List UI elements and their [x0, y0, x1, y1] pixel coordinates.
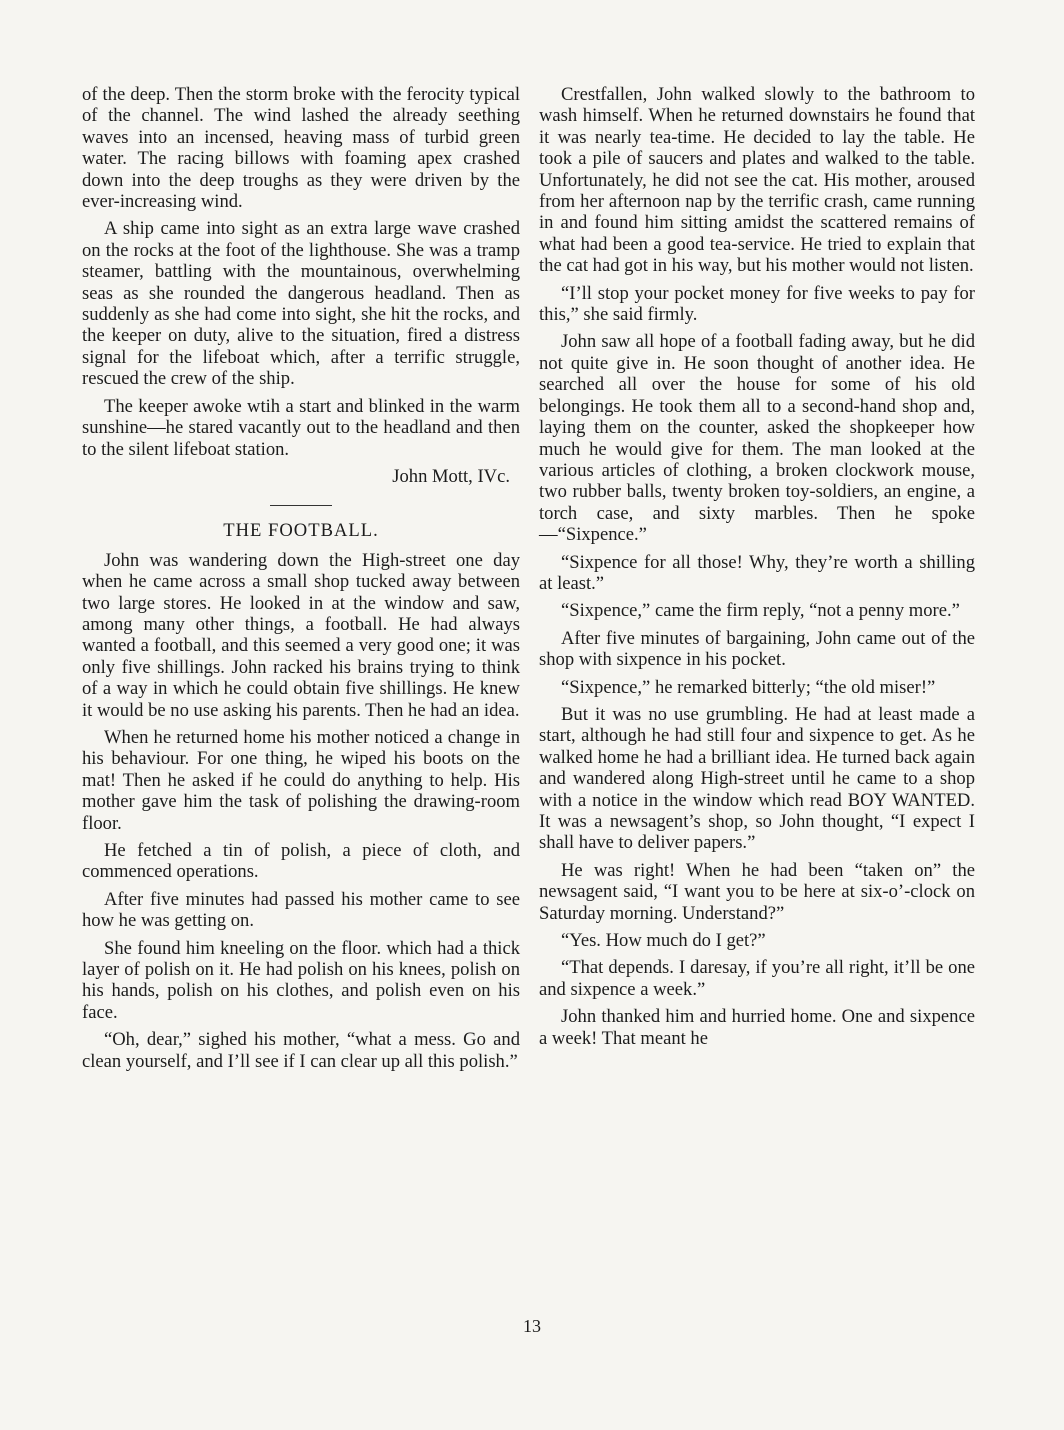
paragraph: After five minutes had passed his mother came to see how he was getting on. — [82, 888, 520, 932]
paragraph: A ship came into sight as an extra large wave crashed on the rocks at the foot of the lighthouse. She was a tramp steamer, battling with the mountainous, overwhelming seas as she rounded the dangerous headland. Then as suddenly as she had come into sight, she hit the rocks, and the keeper on duty, alive to the situation, fired a distress signal for the lifeboat which, after a terrific struggle, rescued the crew of the ship. — [82, 218, 520, 390]
paragraph: Crestfallen, John walked slowly to the bathroom to wash himself. When he returned downstairs he found that it was nearly tea-time. He decided to lay the table. He took a pile of saucers and plates and walked to the table. Unfortunately, he did not see the cat. His mother, aroused from her afternoon nap by the terrific crash, came running in and found him sitting amidst the scattered remains of what had been a good tea-service. He tried to explain that the cat had got in his way, but his mother would not listen. — [539, 84, 975, 277]
paragraph: She found him kneeling on the floor. which had a thick layer of polish on it. He had polish on his knees, polish on his hands, polish on his clothes, and polish even on his face. — [82, 937, 520, 1023]
paragraph: “Sixpence,” came the firm reply, “not a penny more.” — [561, 600, 960, 622]
paragraph: “Sixpence,” he remarked bitterly; “the old miser!” — [561, 676, 936, 698]
paragraph: “That depends. I daresay, if you’re all right, it’ll be one and sixpence a week.” — [539, 957, 975, 1000]
paragraph: John was wandering down the High-street one day when he came across a small shop tucked away between two large stores. He looked in at the window and saw, among many other things, a football. He had always wanted a football, and this seemed a very good one; it was only five shillings. John racked his brains trying to think of a way in which he could obtain five shillings. He knew it would be no use asking his parents. Then he had an idea. — [82, 549, 520, 721]
paragraph: When he returned home his mother noticed a change in his behaviour. For one thing, he wiped his boots on the mat! Then he asked if he could do anything to help. His mother gave him the task of polishing the drawing-room floor. — [82, 726, 520, 834]
author-signature: John Mott, IVc. — [392, 465, 510, 487]
paragraph: of the deep. Then the storm broke with the ferocity typical of the channel. The wind lashed the already seething waves into an incensed, heaving mass of turbid green water. The racing billows with foaming apex crashed down into the deep troughs as they were driven by the ever-increasing wind. — [82, 84, 520, 213]
paragraph: He was right! When he had been “taken on” the newsagent said, “I want you to be here at six-o’-clock on Saturday morning. Understand?” — [539, 859, 975, 924]
paragraph: The keeper awoke wtih a start and blinked in the warm sunshine—he stared vacantly out to the headland and then to the silent lifeboat station. — [82, 395, 520, 460]
paragraph: But it was no use grumbling. He had at least made a start, although he had still four and sixpence to get. As he walked home he had a brilliant idea. He turned back again and wandered along High-street until he came to a shop with a notice in the window which read BOY WANTED. It was a newsagent’s shop, so John thought, “I expect I shall have to deliver papers.” — [539, 703, 975, 854]
paragraph: He fetched a tin of polish, a piece of cloth, and commenced operations. — [82, 840, 520, 883]
page-number: 13 — [523, 1316, 541, 1336]
paragraph: John thanked him and hurried home. One and sixpence a week! That meant he — [539, 1006, 975, 1049]
left-column — [82, 84, 520, 1078]
paragraph: John saw all hope of a football fading away, but he did not quite give in. He soon thought of another idea. He searched all over the house for some of his old belongings. He took them all to a second-hand shop and, laying them on the counter, asked the shopkeeper how much he would give for them. The man looked at the various articles of clothing, a broken clockwork mouse, two rubber balls, twenty broken toy-soldiers, an engine, a torch case, and sixty marbles. Then he spoke—“Sixpence.” — [539, 331, 975, 546]
paragraph: “Oh, dear,” sighed his mother, “what a mess. Go and clean yourself, and I’ll see if I can clear up all this polish.” — [82, 1029, 520, 1072]
section-divider — [270, 505, 332, 506]
paragraph: “Yes. How much do I get?” — [561, 930, 766, 952]
paragraph: “Sixpence for all those! Why, they’re worth a shilling at least.” — [539, 551, 975, 594]
paragraph: After five minutes of bargaining, John came out of the shop with sixpence in his pocket. — [539, 627, 975, 671]
paragraph: “I’ll stop your pocket money for five weeks to pay for this,” she said firmly. — [539, 282, 975, 326]
story-title: THE FOOTBALL. — [223, 520, 379, 542]
right-column — [539, 84, 975, 1055]
